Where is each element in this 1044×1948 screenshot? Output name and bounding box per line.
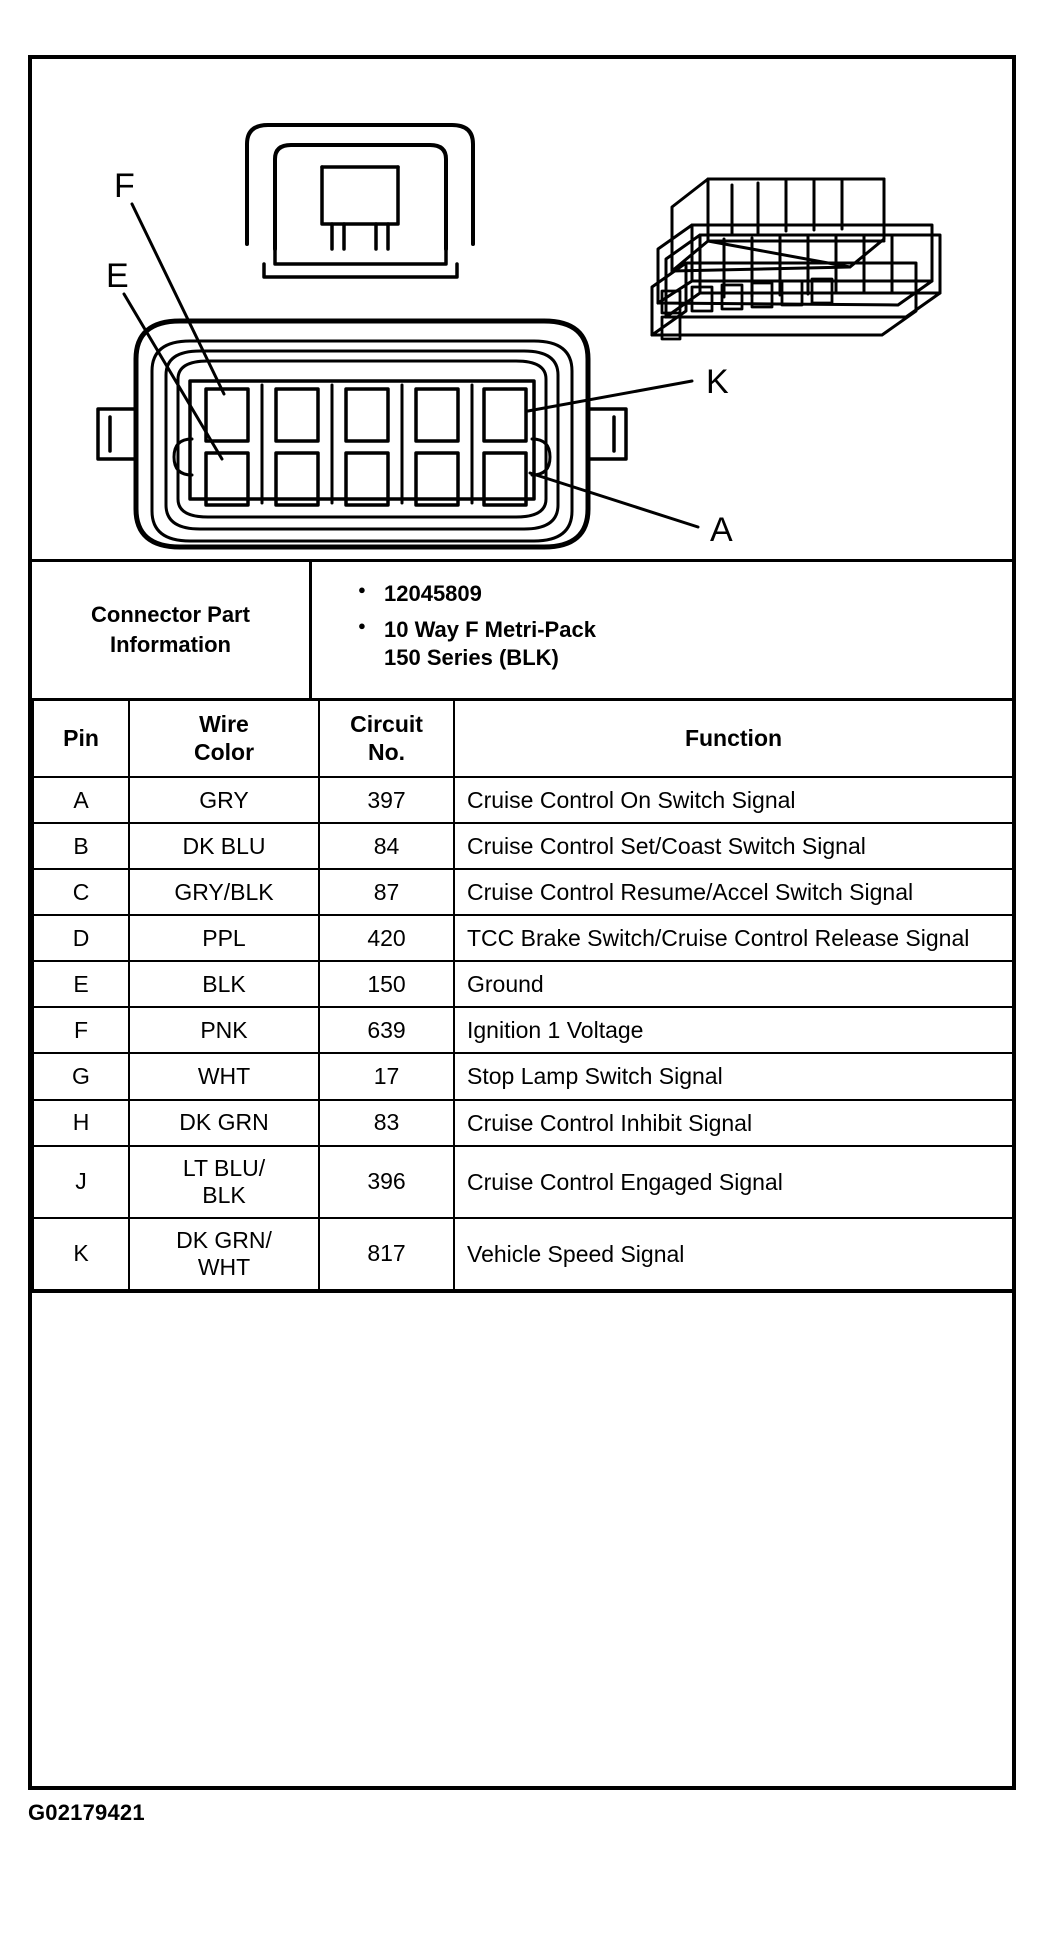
cell-wire-color: GRY bbox=[129, 777, 319, 823]
cell-pin: K bbox=[33, 1218, 129, 1291]
table-header-row bbox=[33, 700, 1013, 778]
table-row bbox=[33, 961, 1013, 1007]
table-row bbox=[33, 915, 1013, 961]
part-info-label-line2: Information bbox=[109, 631, 231, 657]
cell-wire-color: DK GRN bbox=[129, 1100, 319, 1146]
cell-function: Ignition 1 Voltage bbox=[454, 1007, 1013, 1053]
part-info-label bbox=[32, 562, 312, 698]
cell-function: Cruise Control On Switch Signal bbox=[454, 777, 1013, 823]
cell-circuit-no: 397 bbox=[319, 777, 454, 823]
cell-wire-color: PPL bbox=[129, 915, 319, 961]
cell-circuit-no: 17 bbox=[319, 1053, 454, 1099]
cell-pin: E bbox=[33, 961, 129, 1007]
table-row bbox=[33, 1100, 1013, 1146]
bullet-icon: ● bbox=[358, 617, 366, 633]
cell-function: Ground bbox=[454, 961, 1013, 1007]
table-row bbox=[33, 777, 1013, 823]
part-info-values bbox=[312, 562, 1012, 698]
cell-pin: D bbox=[33, 915, 129, 961]
cell-pin: B bbox=[33, 823, 129, 869]
connector-document-frame bbox=[28, 55, 1016, 1790]
callout-label-k: K bbox=[706, 363, 729, 401]
cell-function: Vehicle Speed Signal bbox=[454, 1218, 1013, 1291]
cell-circuit-no: 420 bbox=[319, 915, 454, 961]
cell-circuit-no: 817 bbox=[319, 1218, 454, 1291]
callout-label-e: E bbox=[106, 257, 129, 295]
callout-label-a: A bbox=[710, 511, 733, 549]
column-header-wire-color: Wire Color bbox=[129, 700, 319, 778]
part-number-value: 12045809 bbox=[384, 581, 482, 606]
cell-pin: F bbox=[33, 1007, 129, 1053]
cell-wire-color: LT BLU/ BLK bbox=[129, 1146, 319, 1218]
cell-function: Cruise Control Engaged Signal bbox=[454, 1146, 1013, 1218]
cell-wire-color: DK GRN/ WHT bbox=[129, 1218, 319, 1291]
column-header-function: Function bbox=[454, 700, 1013, 778]
cell-wire-color: GRY/BLK bbox=[129, 869, 319, 915]
cell-wire-color: DK BLU bbox=[129, 823, 319, 869]
cell-circuit-no: 639 bbox=[319, 1007, 454, 1053]
part-description-line2: 150 Series (BLK) bbox=[384, 645, 559, 671]
connector-illustration bbox=[32, 59, 1012, 559]
bullet-icon: ● bbox=[358, 582, 366, 597]
connector-part-information bbox=[32, 559, 1012, 698]
cell-function: Cruise Control Inhibit Signal bbox=[454, 1100, 1013, 1146]
table-row bbox=[33, 1007, 1013, 1053]
cell-circuit-no: 396 bbox=[319, 1146, 454, 1218]
connector-pinout-table bbox=[32, 698, 1014, 1293]
cell-circuit-no: 87 bbox=[319, 869, 454, 915]
cell-circuit-no: 150 bbox=[319, 961, 454, 1007]
cell-function: Stop Lamp Switch Signal bbox=[454, 1053, 1013, 1099]
part-description-line1: 10 Way F Metri-Pack bbox=[384, 616, 596, 642]
cell-function: Cruise Control Set/Coast Switch Signal bbox=[454, 823, 1013, 869]
cell-pin: A bbox=[33, 777, 129, 823]
table-row bbox=[33, 823, 1013, 869]
part-info-label-line1: Connector Part bbox=[91, 602, 250, 628]
cell-circuit-no: 83 bbox=[319, 1100, 454, 1146]
table-row bbox=[33, 1146, 1013, 1218]
table-row bbox=[33, 869, 1013, 915]
cell-wire-color: WHT bbox=[129, 1053, 319, 1099]
cell-circuit-no: 84 bbox=[319, 823, 454, 869]
part-number-bullet bbox=[358, 580, 1002, 609]
cell-pin: C bbox=[33, 869, 129, 915]
callout-label-f: F bbox=[114, 167, 135, 205]
table-row bbox=[33, 1053, 1013, 1099]
cell-pin: G bbox=[33, 1053, 129, 1099]
figure-code: G02179421 bbox=[28, 1800, 145, 1825]
cell-pin: H bbox=[33, 1100, 129, 1146]
part-description-bullet bbox=[358, 616, 1002, 673]
cell-function: Cruise Control Resume/Accel Switch Signal bbox=[454, 869, 1013, 915]
table-row bbox=[33, 1218, 1013, 1291]
column-header-circuit-no: Circuit No. bbox=[319, 700, 454, 778]
column-header-pin: Pin bbox=[33, 700, 129, 778]
cell-function: TCC Brake Switch/Cruise Control Release Signal bbox=[454, 915, 1013, 961]
cell-wire-color: BLK bbox=[129, 961, 319, 1007]
cell-pin: J bbox=[33, 1146, 129, 1218]
cell-wire-color: PNK bbox=[129, 1007, 319, 1053]
